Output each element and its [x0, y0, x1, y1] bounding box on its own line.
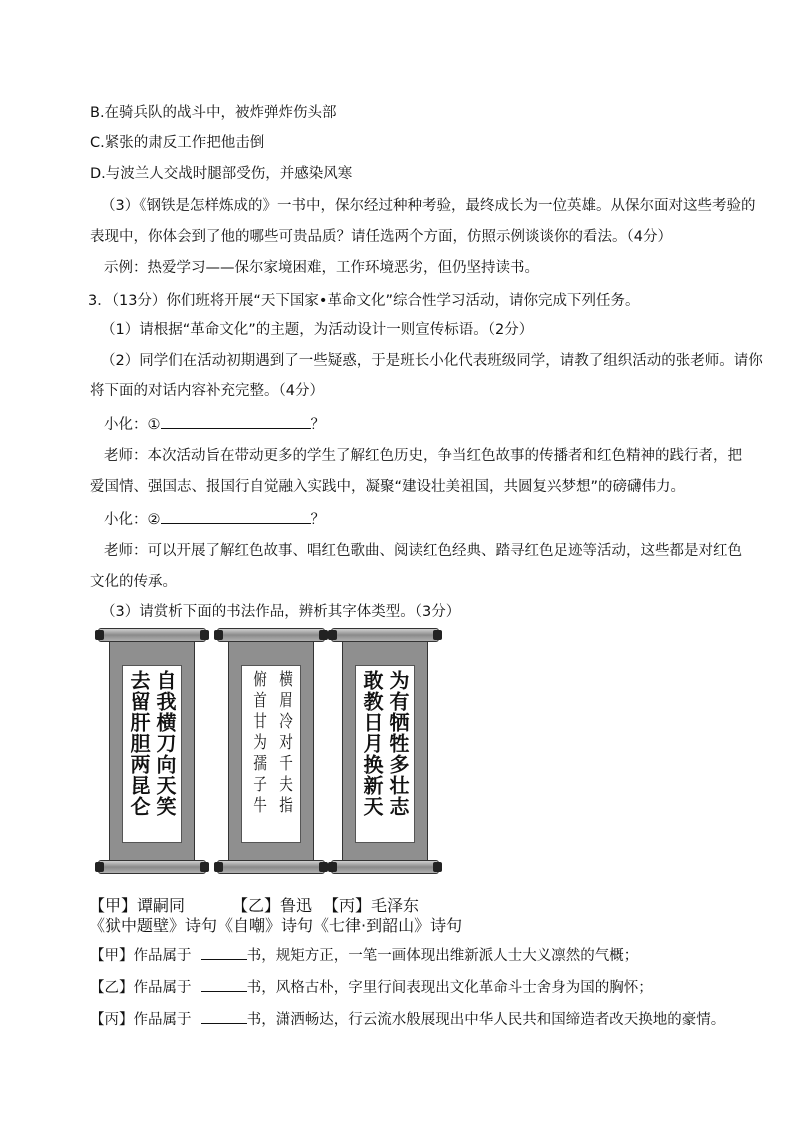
- scroll-jia: [98, 628, 206, 882]
- calligraphy-column: 敢教日月换新天: [360, 670, 384, 817]
- teacher-reply-2-line1: 老师：可以开展了解红色故事、唱红色歌曲、阅读红色经典、踏寻红色足迹等活动，这些都是对红色: [104, 543, 742, 559]
- scroll-paper: [109, 640, 195, 870]
- option-b: B.在骑兵队的战斗中，被炸弹炸伤头部: [90, 105, 337, 121]
- dialog-xiaohua-1: [104, 414, 325, 435]
- scroll-yi: [217, 628, 325, 882]
- dialog-speaker: 小化：①: [104, 417, 161, 433]
- scroll-paper: [228, 640, 314, 870]
- question-mark: ？: [310, 417, 325, 433]
- answer-jia: [90, 945, 638, 966]
- answer-blank-bing[interactable]: [201, 1009, 247, 1024]
- example-text: 示例：热爱学习——保尔家境困难，工作环境恶劣，但仍坚持读书。: [104, 260, 539, 276]
- answer-blank-2[interactable]: [161, 509, 311, 524]
- calligraphy-column: 为有牺牲多壮志: [386, 670, 410, 817]
- task-1: （1）请根据“革命文化”的主题，为活动设计一则宣传标语。（2分）: [101, 322, 534, 338]
- caption-works: 《狱中题壁》诗句《自嘲》诗句《七律·到韶山》诗句: [89, 916, 463, 935]
- answer-bing: [90, 1009, 725, 1030]
- option-d: D.与波兰人交战时腿部受伤，并感染风寒: [90, 166, 353, 182]
- calligraphy-column: 去留肝胆两昆仑: [127, 670, 151, 817]
- scroll-bottom-rod: [217, 860, 325, 874]
- task-2-line1: （2）同学们在活动初期遇到了一些疑惑，于是班长小化代表班级同学，请教了组织活动的张老师。请你: [101, 353, 763, 369]
- scroll-bottom-rod: [98, 860, 206, 874]
- scroll-top-rod: [98, 628, 206, 642]
- scroll-bottom-rod: [331, 860, 439, 874]
- teacher-reply-1-line1: 老师：本次活动旨在带动更多的学生了解红色历史，争当红色故事的传播者和红色精神的践行者，把: [104, 448, 742, 464]
- answer-blank-jia[interactable]: [201, 945, 247, 960]
- answer-yi: [90, 977, 653, 998]
- caption-yi: 【乙】鲁迅: [232, 896, 313, 915]
- scroll-top-rod: [217, 628, 325, 642]
- question-mark: ？: [310, 512, 325, 528]
- scroll-top-rod: [331, 628, 439, 642]
- calligraphy-panel: [241, 665, 301, 843]
- calligraphy-column: 俯首甘为孺子牛: [250, 670, 266, 817]
- answer-prefix: 【丙】作品属于: [90, 1012, 192, 1028]
- answer-prefix: 【乙】作品属于: [90, 980, 192, 996]
- teacher-reply-1-line2: 爱国情、强国志、报国行自觉融入实践中，凝聚“建设壮美祖国，共圆复兴梦想”的磅礴伟力。: [90, 479, 686, 495]
- dialog-xiaohua-2: [104, 509, 325, 530]
- question-3-line2: 表现中，你体会到了他的哪些可贵品质？请任选两个方面，仿照示例谈谈你的看法。（4分）: [90, 229, 672, 245]
- option-c: C.紧张的肃反工作把他击倒: [90, 135, 265, 151]
- task-2-line2: 将下面的对话内容补充完整。（4分）: [90, 383, 324, 399]
- caption-bing: 【丙】毛泽东: [323, 896, 420, 915]
- task-3: （3）请赏析下面的书法作品，辨析其字体类型。（3分）: [101, 604, 461, 620]
- scroll-bing: [331, 628, 439, 882]
- answer-blank-yi[interactable]: [201, 977, 247, 992]
- problem-3-intro: 3．（13分）你们班将开展“天下国家•革命文化”综合性学习活动，请你完成下列任务。: [88, 293, 640, 309]
- scroll-paper: [342, 640, 428, 870]
- answer-suffix: 书，风格古朴，字里行间表现出文化革命斗士舍身为国的胸怀；: [246, 980, 653, 996]
- question-3-line1: （3）《钢铁是怎样炼成的》一书中，保尔经过种种考验，最终成长为一位英雄。从保尔面对这些考验的: [101, 198, 756, 214]
- calligraphy-panel: [122, 665, 182, 843]
- calligraphy-panel: [355, 665, 415, 843]
- answer-suffix: 书，规矩方正，一笔一画体现出维新派人士大义凛然的气概；: [246, 948, 639, 964]
- caption-jia: 【甲】谭嗣同: [89, 896, 186, 915]
- answer-blank-1[interactable]: [161, 414, 311, 429]
- dialog-speaker: 小化：②: [104, 512, 161, 528]
- calligraphy-column: 横眉冷对千夫指: [276, 670, 292, 817]
- teacher-reply-2-line2: 文化的传承。: [90, 574, 177, 590]
- answer-prefix: 【甲】作品属于: [90, 948, 192, 964]
- calligraphy-column: 自我横刀向天笑: [153, 670, 177, 817]
- answer-suffix: 书，潇洒畅达，行云流水般展现出中华人民共和国缔造者改天换地的豪情。: [246, 1012, 726, 1028]
